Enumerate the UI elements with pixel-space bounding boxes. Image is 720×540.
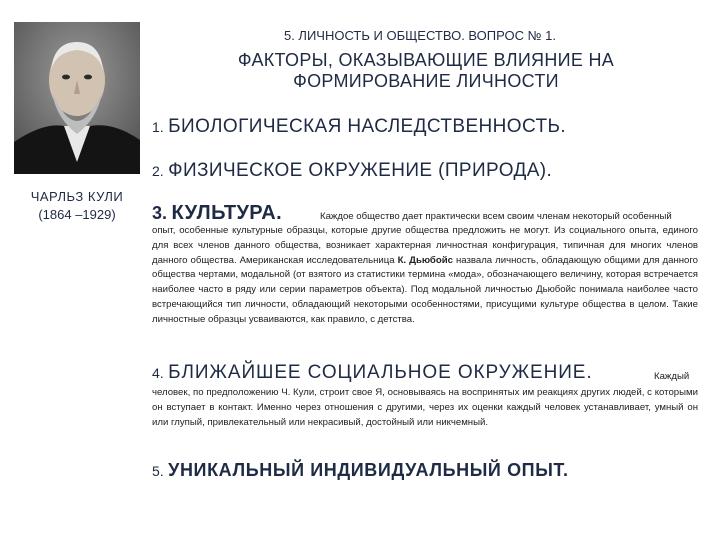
portrait-caption-years: (1864 –1929)	[38, 207, 116, 222]
factor-number: 4.	[152, 365, 164, 381]
factor-number: 1.	[152, 119, 164, 135]
factor-heading: БИОЛОГИЧЕСКАЯ НАСЛЕДСТВЕННОСТЬ.	[168, 116, 567, 137]
factor-4	[152, 362, 593, 384]
factor-5	[152, 460, 569, 481]
factor-4-text: человек, по предположению Ч. Кули, строит свое Я, основываясь на воспринятых им реакциях других людей, с которыми он вступает в контакт. Именно через отношения с другими, через их оценки каждый человек устанавливает, умный он или глупый, привлекательный или некрасивый, достойный или никчемный.	[152, 387, 698, 428]
factor-3-text-part-a: опыт, особенные культурные образцы, которые другие общества предложить не могут. Из социального опыта, единого для всех членов данного общества, возникает характерная личностная конфигурация, типичная для многих членов данного общества. Американская исследовательница	[152, 225, 698, 266]
factor-3-text-first-line: Каждое общество дает практически всем своим членам некоторый особенный	[320, 211, 672, 222]
factor-3-text-part-b: назвала личность, обладающую общими для данного общества чертами, модальной (от взятого из статистики термина «мода», обозначающего величину, которая встречается наиболее часто в ряду или серии параметров объекта). Под модальной личностью Дьюбойс понимала наиболее часто встречающийся тип личности, обладающий некоторыми особенностями, присущими культуре общества в целом. Такие личностные образцы усваиваются, как правило, с детства.	[152, 254, 698, 325]
factor-3	[152, 202, 282, 225]
factor-number: 2.	[152, 163, 164, 179]
factor-number: 3.	[152, 203, 168, 223]
portrait-photo	[14, 22, 140, 174]
factor-4-text-first-word: Каждый	[654, 371, 690, 382]
factor-heading: КУЛЬТУРА.	[171, 202, 283, 224]
slide-title	[196, 50, 656, 92]
factor-heading: БЛИЖАЙШЕЕ СОЦИАЛЬНОЕ ОКРУЖЕНИЕ.	[168, 362, 593, 383]
factor-number: 5.	[152, 463, 164, 479]
slide-subtitle: 5. ЛИЧНОСТЬ И ОБЩЕСТВО. ВОПРОС № 1.	[283, 28, 557, 43]
factor-3-text	[152, 224, 698, 328]
factor-2	[152, 160, 552, 182]
factor-1	[152, 116, 566, 138]
factor-heading: УНИКАЛЬНЫЙ ИНДИВИДУАЛЬНЫЙ ОПЫТ.	[168, 460, 569, 480]
factor-3-text-bold-name: К. Дьюбойс	[397, 254, 453, 266]
title-line-2: ФОРМИРОВАНИЕ ЛИЧНОСТИ	[293, 71, 559, 91]
factor-heading: ФИЗИЧЕСКОЕ ОКРУЖЕНИЕ (ПРИРОДА).	[168, 160, 553, 181]
portrait-caption-name: ЧАРЛЬЗ КУЛИ	[30, 189, 124, 204]
title-line-1: ФАКТОРЫ, ОКАЗЫВАЮЩИЕ ВЛИЯНИЕ НА	[237, 50, 615, 70]
